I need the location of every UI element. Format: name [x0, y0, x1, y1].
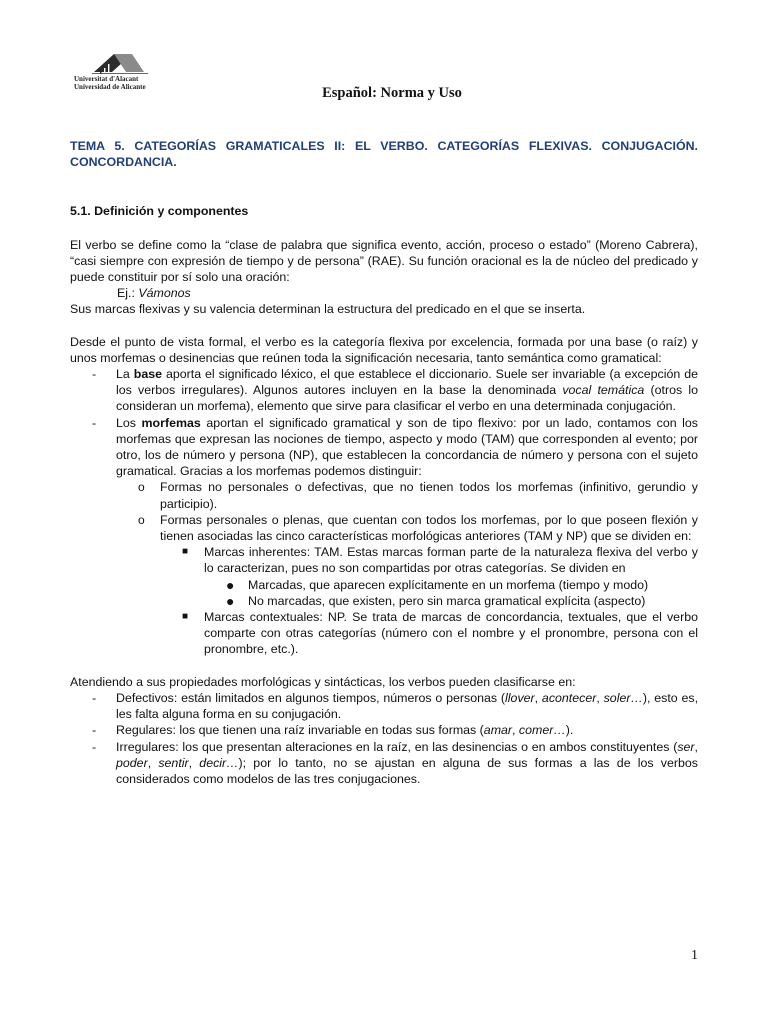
paragraph-valencia: Sus marcas flexivas y su valencia determinan la estructura del predicado en el que se inserta.	[70, 302, 586, 317]
paragraph-definition: El verbo se define como la “clase de palabra que significa evento, acción, proceso o estado” (Moreno Cabrera), “casi siempre con expresión de tiempo y de persona” (RAE). Su función oracional es la de núcleo del predicado y puede constituir por sí solo una oración:	[70, 237, 698, 285]
example-verb: sentir	[158, 755, 189, 770]
text-run: ,	[694, 739, 698, 754]
text-run: Marcas inherentes: TAM. Estas marcas forman parte de la naturaleza flexiva del verbo y lo caracterizan, pues no son compartidas por otras categorías. Se dividen en	[204, 545, 698, 576]
example-verb: decir…	[199, 755, 239, 770]
text-run: Regulares: los que tienen una raíz invariable en todas sus formas (	[116, 723, 484, 738]
example-verb: ser	[677, 739, 695, 754]
text-run: ).	[565, 723, 574, 738]
bullet-marker: ●	[226, 576, 235, 593]
dash-marker: -	[92, 723, 97, 738]
dash-marker: -	[92, 415, 97, 430]
list-item-regulares	[70, 722, 698, 738]
list-item-morfemas	[70, 415, 698, 658]
components-list	[70, 366, 698, 658]
text-run: Marcas contextuales: NP. Se trata de marcas de concordancia, textuales, que el verbo comparte con otras categorías (número con el nombre y el pronombre, persona con el pronombre, etc.).	[204, 610, 698, 657]
circle-marker: o	[138, 480, 145, 495]
text-run: aporta el significado léxico, el que establece el diccionario. Suele ser invariable (a excepción de los verbos irregulares). Algunos autores incluyen en la base la denominada	[116, 367, 698, 398]
logo-text-line-2: Universidad de Alicante	[74, 83, 146, 91]
document-title	[0, 85, 768, 102]
example-label: Ej.:	[117, 286, 139, 301]
example-verb: amar	[483, 723, 513, 738]
example-verb: acontecer	[541, 690, 597, 705]
text-run: ); por lo tanto, no se ajustan en alguna de sus formas a las de los verbos considerados como modelos de las tres conjugaciones.	[116, 755, 698, 786]
square-marker: ■	[182, 611, 189, 623]
square-marker: ■	[182, 546, 189, 558]
text-run: Defectivos: están limitados en algunos tiempos, números o personas (	[116, 690, 506, 705]
list-item-no-marcadas	[202, 593, 698, 609]
text-run: aportan el significado gramatical y son de tipo flexivo: por un lado, contamos con los morfemas que expresan las nociones de tiempo, aspecto y modo (TAM) que corresponden al evento; por otro, los de número y persona (NP), que establecen la concordancia de número y persona con el sujeto gramatical. Gracias a los morfemas podemos distinguir:	[116, 415, 698, 479]
forms-list	[116, 479, 698, 657]
text-run: ,	[534, 690, 542, 705]
list-item-forms-personales	[114, 512, 698, 658]
example-word: Vámonos	[138, 286, 191, 301]
text-run: Formas personales o plenas, que cuentan con todos los morfemas, por lo que poseen flexión y tienen asociadas las cinco características morfológicas anteriores (TAM y NP) que se dividen en:	[160, 512, 698, 544]
list-item-base	[70, 366, 698, 415]
circle-marker: o	[138, 512, 145, 527]
marked-unmarked-list	[204, 577, 698, 609]
bullet-marker: ●	[226, 592, 235, 609]
document-body	[70, 138, 698, 787]
example-verb: poder	[116, 755, 148, 770]
example-verb: soler…	[603, 690, 643, 705]
document-title-text: Español: Norma y Uso	[322, 85, 462, 101]
text-run: No marcadas, que existen, pero sin marca gramatical explícita (aspecto)	[248, 593, 646, 608]
text-run: Marcadas, que aparecen explícitamente en un morfema (tiempo y modo)	[248, 577, 649, 592]
verb-classes-list	[70, 690, 698, 787]
dash-marker: -	[92, 690, 97, 705]
paragraph-formal: Desde el punto de vista formal, el verbo es la categoría flexiva por excelencia, formada por una base (o raíz) y unos morfemas o desinencias que reúnen toda la significación necesaria, tanto semántica como gramatical:	[70, 334, 698, 365]
text-run: Los	[116, 415, 142, 430]
text-run: Irregulares: los que presentan alteraciones en la raíz, en las desinencias o en ambos constituyentes (	[116, 739, 678, 754]
example-verb: llover	[505, 690, 535, 705]
text-run: ,	[147, 755, 159, 770]
text-run: La	[116, 367, 134, 382]
list-item-defectivos	[70, 690, 698, 722]
list-item-irregulares	[70, 739, 698, 788]
text-run: ), esto es, les falta alguna forma en su conjugación.	[116, 690, 699, 722]
example-verb: comer…	[518, 723, 566, 738]
list-item-marcadas	[202, 577, 698, 593]
list-item-marcas-inherentes	[158, 544, 698, 609]
text-run: ,	[188, 755, 200, 770]
paragraph-classification: Atendiendo a sus propiedades morfológicas y sintácticas, los verbos pueden clasificarse en:	[70, 674, 576, 689]
dash-marker: -	[92, 739, 97, 754]
dash-marker: -	[92, 367, 97, 382]
example-line	[70, 285, 698, 301]
text-run: ,	[512, 723, 519, 738]
text-run: (otros lo consideran un morfema), elemento que sirve para clasificar el verbo en una determinada conjugación.	[116, 383, 698, 414]
university-emblem-icon	[74, 48, 169, 76]
chapter-title: TEMA 5. CATEGORÍAS GRAMATICALES II: EL VERBO. CATEGORÍAS FLEXIVAS. CONJUGACIÓN. CONCORDANCIA.	[70, 139, 698, 170]
marks-list	[160, 544, 698, 657]
logo-text-line-1: Universitat d'Alacant	[74, 75, 139, 83]
list-item-forms-no-personales	[114, 479, 698, 511]
text-run: Formas no personales o defectivas, que no tienen todos los morfemas (infinitivo, gerundio y participio).	[160, 480, 698, 511]
text-run: ,	[596, 690, 604, 705]
term-morfemas: morfemas	[141, 415, 201, 430]
page-number: 1	[691, 948, 698, 963]
list-item-marcas-contextuales	[158, 609, 698, 658]
section-heading: 5.1. Definición y componentes	[70, 204, 249, 219]
term-vocal-tematica: vocal temática	[562, 383, 645, 398]
term-base: base	[133, 367, 162, 382]
